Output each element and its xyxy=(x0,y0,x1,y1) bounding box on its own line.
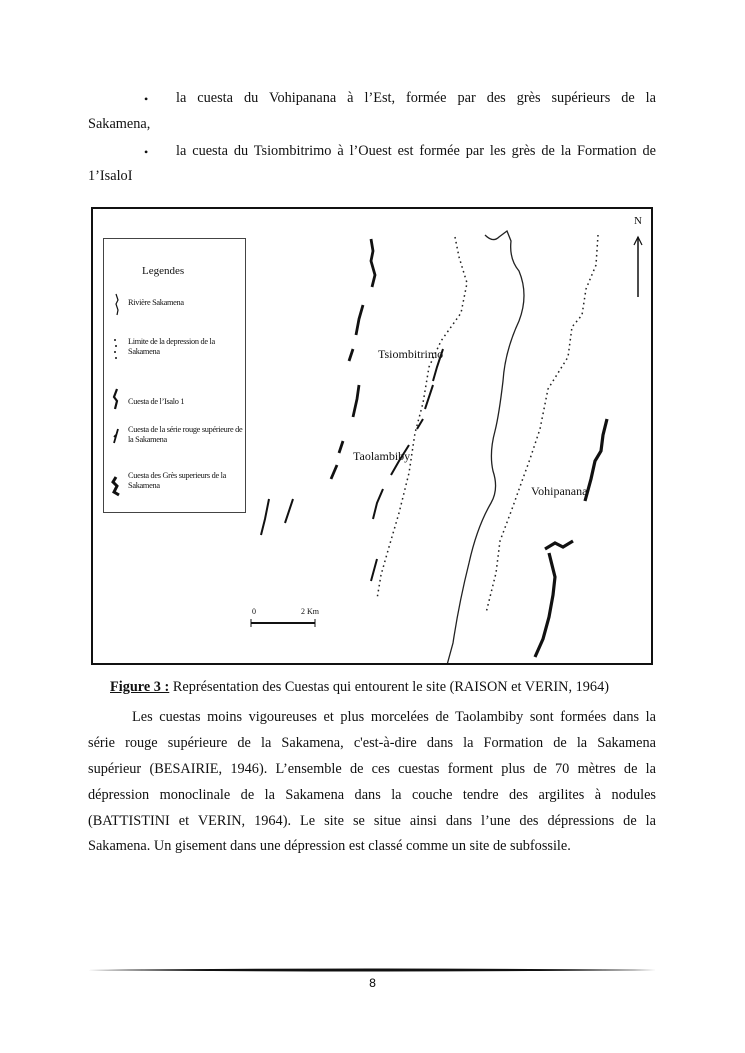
paragraph-line-2: série rouge supérieure de la Sakamena, c'est-à-dire dans la Formation de la Sakamena xyxy=(88,735,656,751)
figure-caption-text: Représentation des Cuestas qui entourent le site (RAISON et VERIN, 1964) xyxy=(169,679,609,695)
paragraph-line-3: supérieur (BESAIRIE, 1946). L’ensemble de ces cuestas forment plus de 70 mètres de la xyxy=(88,761,656,777)
legend-item-serie-rouge: Cuesta de la série rouge supérieure de la Sakamena xyxy=(128,425,243,444)
paragraph-line-1: Les cuestas moins vigoureuses et plus morcelées de Taolambiby sont formées dans la xyxy=(132,709,656,725)
label-taolambiby: Taolambiby xyxy=(353,449,411,463)
figure-caption xyxy=(110,679,609,696)
label-vohipanana: Vohipanana xyxy=(531,484,588,498)
cuesta-serie-rouge xyxy=(261,349,443,581)
paragraph-line-4: dépression monoclinale de la Sakamena dans la couche tendre des argilites à nodules xyxy=(88,787,656,803)
bullet-1-line1: la cuesta du Vohipanana à l’Est, formée par des grès supérieurs de la xyxy=(176,90,656,106)
legend-item-river: Rivière Sakamena xyxy=(128,298,184,307)
scale-label-start: 0 xyxy=(252,607,256,616)
depression-boundary-east xyxy=(486,235,598,613)
bullet-2-marker: • xyxy=(144,145,149,159)
footer-rule xyxy=(88,968,656,972)
map-drawing xyxy=(93,209,651,663)
cuesta-gres xyxy=(535,419,607,657)
river-sakamena xyxy=(447,231,524,663)
north-arrow-icon xyxy=(634,237,642,297)
cuesta-map-figure xyxy=(91,207,653,665)
cuesta-isalo xyxy=(331,239,375,479)
paragraph-line-5: (BATTISTINI et VERIN, 1964). Le site se situe ainsi dans l’une des dépressions de la xyxy=(88,813,656,829)
page-number: 8 xyxy=(368,976,377,990)
bullet-2-line2: 1’IsaloI xyxy=(88,168,133,184)
paragraph-line-6: Sakamena. Un gisement dans une dépression est classé comme un site de subfossile. xyxy=(88,838,571,854)
figure-caption-label: Figure 3 : xyxy=(110,679,170,695)
legend-title: Legendes xyxy=(142,265,185,277)
legend-item-depression: Limite de la depression de la Sakamena xyxy=(128,337,215,356)
bullet-1-line2: Sakamena, xyxy=(88,116,151,132)
north-label: N xyxy=(634,215,642,227)
bullet-1-marker: • xyxy=(144,92,149,106)
bullet-2-line1: la cuesta du Tsiombitrimo à l’Ouest est formée par les grès de la Formation de xyxy=(176,143,656,159)
legend-item-isalo: Cuesta de l’Isalo 1 xyxy=(128,397,185,406)
scale-bar xyxy=(251,619,315,627)
legend-item-gres: Cuesta des Grès superieurs de la Sakamena xyxy=(128,471,226,490)
scale-label-end: 2 Km xyxy=(301,607,319,616)
label-tsiombitrimo: Tsiombitrimo xyxy=(378,347,444,361)
depression-boundary-west xyxy=(377,237,467,599)
